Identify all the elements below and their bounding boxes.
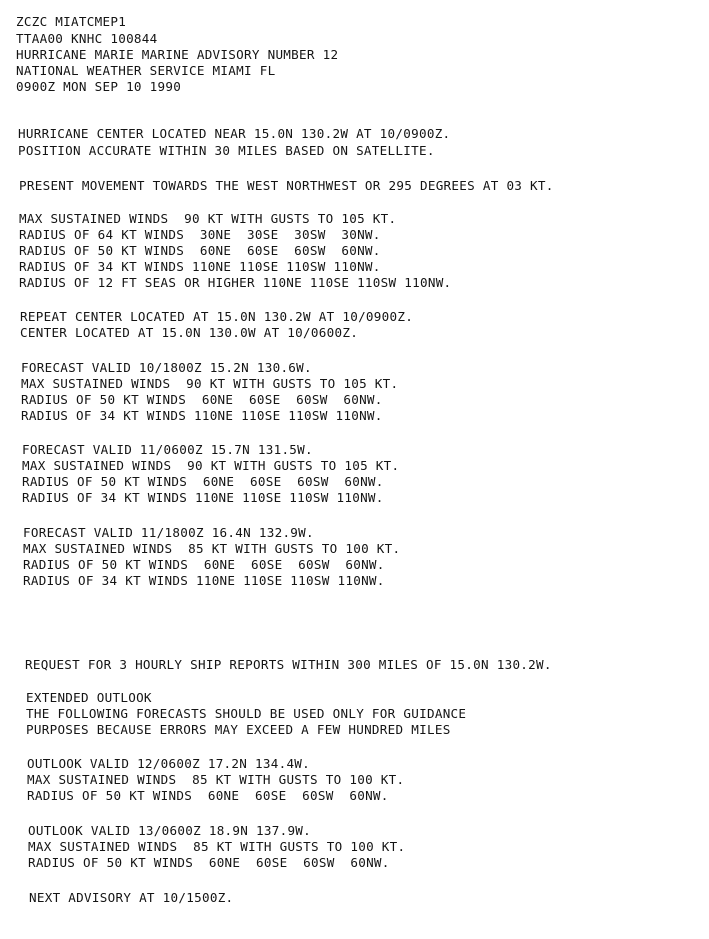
repeat-center-location: REPEAT CENTER LOCATED AT 15.0N 130.2W AT 10/0900Z.	[20, 309, 414, 324]
forecast-2-radius-50kt: RADIUS OF 50 KT WINDS 60NE 60SE 60SW 60NW.	[22, 474, 384, 489]
forecast-2-valid: FORECAST VALID 11/0600Z 15.7N 131.5W.	[22, 442, 313, 457]
outlook-1-valid: OUTLOOK VALID 12/0600Z 17.2N 134.4W.	[27, 756, 311, 771]
header-routing-line: ZCZC MIATCMEP1	[16, 14, 127, 29]
position-accuracy: POSITION ACCURATE WITHIN 30 MILES BASED ON SATELLITE.	[18, 143, 435, 158]
extended-outlook-heading: EXTENDED OUTLOOK	[26, 690, 152, 705]
outlook-2-max-winds: MAX SUSTAINED WINDS 85 KT WITH GUSTS TO 100 KT.	[28, 839, 406, 854]
outlook-1-max-winds: MAX SUSTAINED WINDS 85 KT WITH GUSTS TO 100 KT.	[27, 772, 405, 787]
forecast-2-max-winds: MAX SUSTAINED WINDS 90 KT WITH GUSTS TO 105 KT.	[22, 458, 400, 473]
outlook-guidance-note-1: THE FOLLOWING FORECASTS SHOULD BE USED ONLY FOR GUIDANCE	[26, 706, 467, 721]
ship-reports-request: REQUEST FOR 3 HOURLY SHIP REPORTS WITHIN 300 MILES OF 15.0N 130.2W.	[25, 657, 552, 672]
next-advisory: NEXT ADVISORY AT 10/1500Z.	[29, 890, 234, 905]
forecast-3-valid: FORECAST VALID 11/1800Z 16.4N 132.9W.	[23, 525, 314, 540]
forecast-3-radius-34kt: RADIUS OF 34 KT WINDS 110NE 110SE 110SW 110NW.	[23, 573, 385, 588]
outlook-2-valid: OUTLOOK VALID 13/0600Z 18.9N 137.9W.	[28, 823, 312, 838]
current-radius-34kt: RADIUS OF 34 KT WINDS 110NE 110SE 110SW 110NW.	[19, 259, 381, 274]
forecast-1-max-winds: MAX SUSTAINED WINDS 90 KT WITH GUSTS TO 105 KT.	[21, 376, 399, 391]
header-bulletin-id: TTAA00 KNHC 100844	[16, 31, 158, 46]
outlook-guidance-note-2: PURPOSES BECAUSE ERRORS MAY EXCEED A FEW HUNDRED MILES	[26, 722, 451, 737]
current-max-winds: MAX SUSTAINED WINDS 90 KT WITH GUSTS TO 105 KT.	[19, 211, 397, 226]
advisory-title: HURRICANE MARIE MARINE ADVISORY NUMBER 12	[16, 47, 339, 62]
center-location: HURRICANE CENTER LOCATED NEAR 15.0N 130.2W AT 10/0900Z.	[18, 126, 451, 141]
issue-time: 0900Z MON SEP 10 1990	[16, 79, 182, 94]
outlook-2-radius-50kt: RADIUS OF 50 KT WINDS 60NE 60SE 60SW 60NW.	[28, 855, 390, 870]
issuing-office: NATIONAL WEATHER SERVICE MIAMI FL	[16, 63, 276, 78]
forecast-1-radius-34kt: RADIUS OF 34 KT WINDS 110NE 110SE 110SW 110NW.	[21, 408, 383, 423]
forecast-1-radius-50kt: RADIUS OF 50 KT WINDS 60NE 60SE 60SW 60NW.	[21, 392, 383, 407]
current-radius-64kt: RADIUS OF 64 KT WINDS 30NE 30SE 30SW 30NW.	[19, 227, 381, 242]
previous-center-location: CENTER LOCATED AT 15.0N 130.0W AT 10/0600Z.	[20, 325, 359, 340]
current-radius-50kt: RADIUS OF 50 KT WINDS 60NE 60SE 60SW 60NW.	[19, 243, 381, 258]
forecast-2-radius-34kt: RADIUS OF 34 KT WINDS 110NE 110SE 110SW 110NW.	[22, 490, 384, 505]
forecast-1-valid: FORECAST VALID 10/1800Z 15.2N 130.6W.	[21, 360, 312, 375]
current-radius-12ft-seas: RADIUS OF 12 FT SEAS OR HIGHER 110NE 110SE 110SW 110NW.	[19, 275, 452, 290]
outlook-1-radius-50kt: RADIUS OF 50 KT WINDS 60NE 60SE 60SW 60NW.	[27, 788, 389, 803]
present-movement: PRESENT MOVEMENT TOWARDS THE WEST NORTHWEST OR 295 DEGREES AT 03 KT.	[19, 178, 554, 193]
forecast-3-max-winds: MAX SUSTAINED WINDS 85 KT WITH GUSTS TO 100 KT.	[23, 541, 401, 556]
forecast-3-radius-50kt: RADIUS OF 50 KT WINDS 60NE 60SE 60SW 60NW.	[23, 557, 385, 572]
